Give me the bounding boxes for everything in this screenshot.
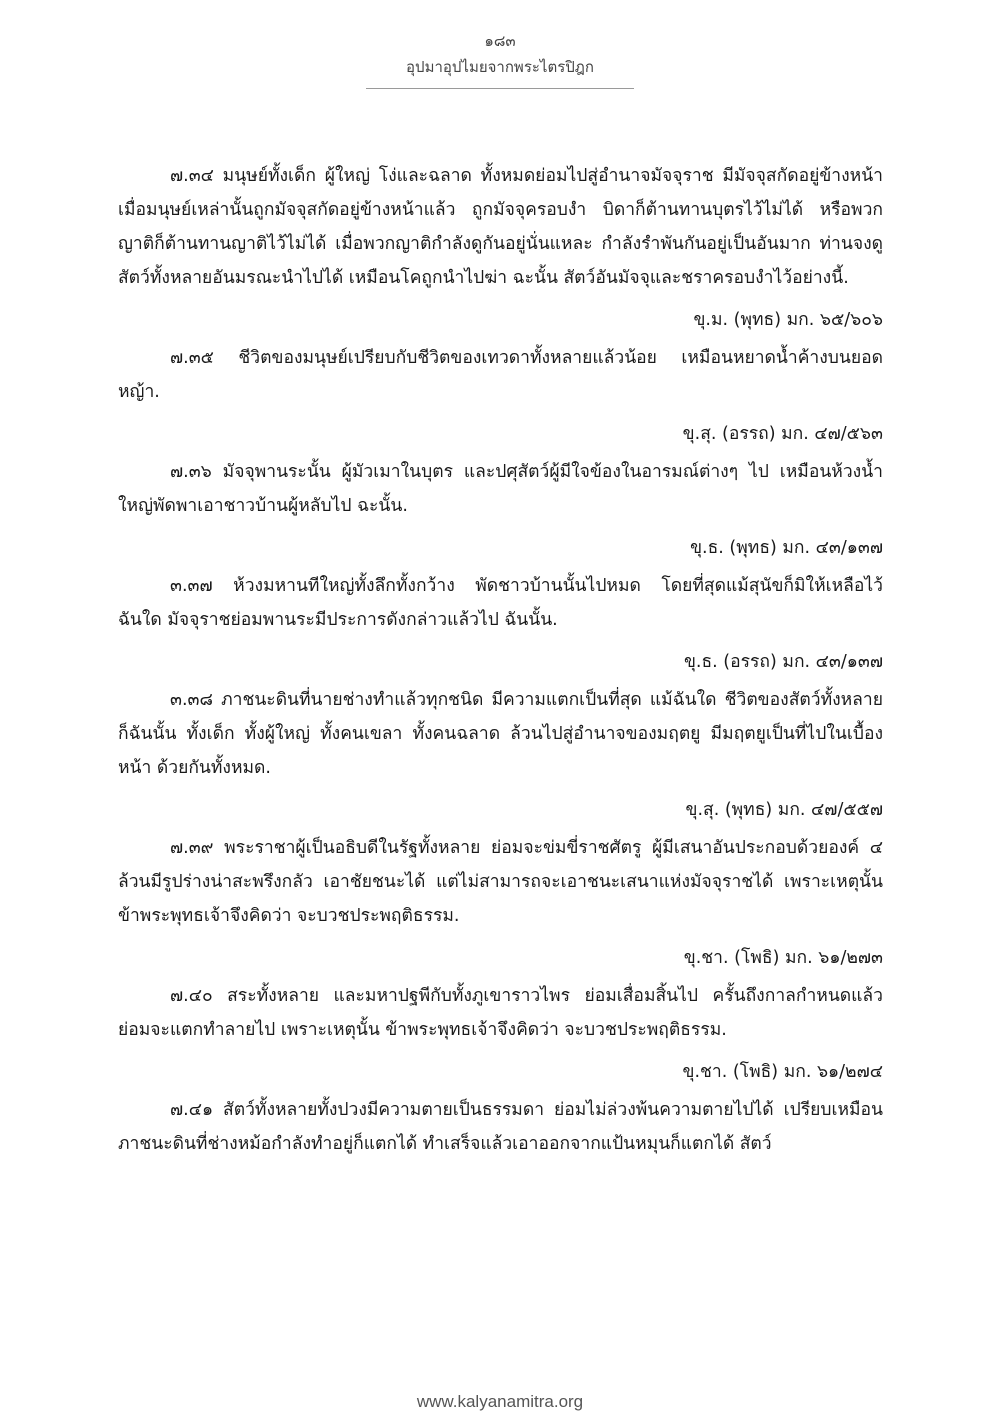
running-title: อุปมาอุปไมยจากพระไตรปิฎก	[406, 58, 594, 76]
passage-citation: ขุ.ม. (พุทธ) มก. ๖๕/๖๐๖	[693, 310, 883, 330]
passage-text: ๓.๓๗ ห้วงมหานทีใหญ่ทั้งลึกทั้งกว้าง พัดชาวบ้านนั้นไปหมด โดยที่สุดแม้สุนัขก็มิให้เหลือไว้ ฉันใด มัจจุราชย่อมพานระมีประการดังกล่าวแล้วไป ฉันนั้น.	[118, 576, 883, 630]
passage-citation: ขุ.ชา. (โพธิ) มก. ๖๑/๒๗๔	[682, 1062, 883, 1082]
passage-7-39	[118, 831, 883, 975]
passage-citation: ขุ.สุ. (พุทธ) มก. ๔๗/๕๕๗	[685, 800, 883, 820]
page-header	[0, 30, 1000, 89]
passage-7-34	[118, 159, 883, 337]
passage-citation: ขุ.ธ. (อรรถ) มก. ๔๓/๑๓๗	[683, 652, 883, 672]
passage-citation: ขุ.ชา. (โพธิ) มก. ๖๑/๒๗๓	[683, 948, 883, 968]
passage-7-36	[118, 455, 883, 565]
passage-3-37	[118, 569, 883, 679]
passage-text: ๗.๓๖ มัจจุพานระนั้น ผู้มัวเมาในบุตร และปศุสัตว์ผู้มีใจข้องในอารมณ์ต่างๆ ไป เหมือนห้วงน้ำใหญ่พัดพาเอาชาวบ้านผู้หลับไป ฉะนั้น.	[118, 462, 883, 516]
passage-text: ๗.๔๑ สัตว์ทั้งหลายทั้งปวงมีความตายเป็นธรรมดา ย่อมไม่ล่วงพ้นความตายไปได้ เปรียบเหมือนภาชนะดินที่ช่างหม้อกำลังทำอยู่ก็แตกได้ ทำเสร็จแล้วเอาออกจากแป้นหมุนก็แตกได้ สัตว์	[118, 1100, 883, 1154]
header-divider	[366, 88, 634, 89]
passage-7-35	[118, 341, 883, 451]
passage-7-41	[118, 1093, 883, 1161]
passage-text: ๗.๓๙ พระราชาผู้เป็นอธิบดีในรัฐทั้งหลาย ย่อมจะข่มขี่ราชศัตรู ผู้มีเสนาอันประกอบด้วยองค์ ๔ ล้วนมีรูปร่างน่าสะพรึงกลัว เอาชัยชนะได้ แต่ไม่สามารถจะเอาชนะเสนาแห่งมัจจุราชได้ เพราะเหตุนั้น ข้าพระพุทธเจ้าจึงคิดว่า จะบวชประพฤติธรรม.	[118, 838, 883, 926]
passage-text: ๗.๓๕ ชีวิตของมนุษย์เปรียบกับชีวิตของเทวดาทั้งหลายแล้วน้อย เหมือนหยาดน้ำค้างบนยอดหญ้า.	[118, 348, 883, 402]
passage-text: ๓.๓๘ ภาชนะดินที่นายช่างทำแล้วทุกชนิด มีความแตกเป็นที่สุด แม้ฉันใด ชีวิตของสัตว์ทั้งหลาย ก็ฉันนั้น ทั้งเด็ก ทั้งผู้ใหญ่ ทั้งคนเขลา ทั้งคนฉลาด ล้วนไปสู่อำนาจของมฤตยู มีมฤตยูเป็นที่ไปในเบื้องหน้า ด้วยกันทั้งหมด.	[118, 690, 883, 778]
footer-url: www.kalyanamitra.org	[416, 1392, 584, 1411]
page-body	[118, 159, 883, 1161]
page-number: ๑๘๓	[484, 32, 516, 50]
passage-citation: ขุ.ธ. (พุทธ) มก. ๔๓/๑๓๗	[690, 538, 883, 558]
passage-3-38	[118, 683, 883, 827]
passage-7-40	[118, 979, 883, 1089]
passage-text: ๗.๔๐ สระทั้งหลาย และมหาปฐพีกับทั้งภูเขาราวไพร ย่อมเสื่อมสิ้นไป ครั้นถึงกาลกำหนดแล้ว ย่อมจะแตกทำลายไป เพราะเหตุนั้น ข้าพระพุทธเจ้าจึงคิดว่า จะบวชประพฤติธรรม.	[118, 986, 883, 1040]
passage-text: ๗.๓๔ มนุษย์ทั้งเด็ก ผู้ใหญ่ โง่และฉลาด ทั้งหมดย่อมไปสู่อำนาจมัจจุราช มีมัจจุสกัดอยู่ข้างหน้า เมื่อมนุษย์เหล่านั้นถูกมัจจุสกัดอยู่ข้างหน้าแล้ว ถูกมัจจุครอบงำ บิดาก็ต้านทานบุตรไว้ไม่ได้ หรือพวกญาติก็ต้านทานญาติไว้ไม่ได้ เมื่อพวกญาติกำลังดูกันอยู่นั่นแหละ กำลังรำพันกันอยู่เป็นอันมาก ท่านจงดูสัตว์ทั้งหลายอันมรณะนำไปได้ เหมือนโคถูกนำไปฆ่า ฉะนั้น สัตว์อันมัจจุและชราครอบงำไว้อย่างนี้.	[118, 166, 883, 288]
passage-citation: ขุ.สุ. (อรรถ) มก. ๔๗/๕๖๓	[682, 424, 883, 444]
